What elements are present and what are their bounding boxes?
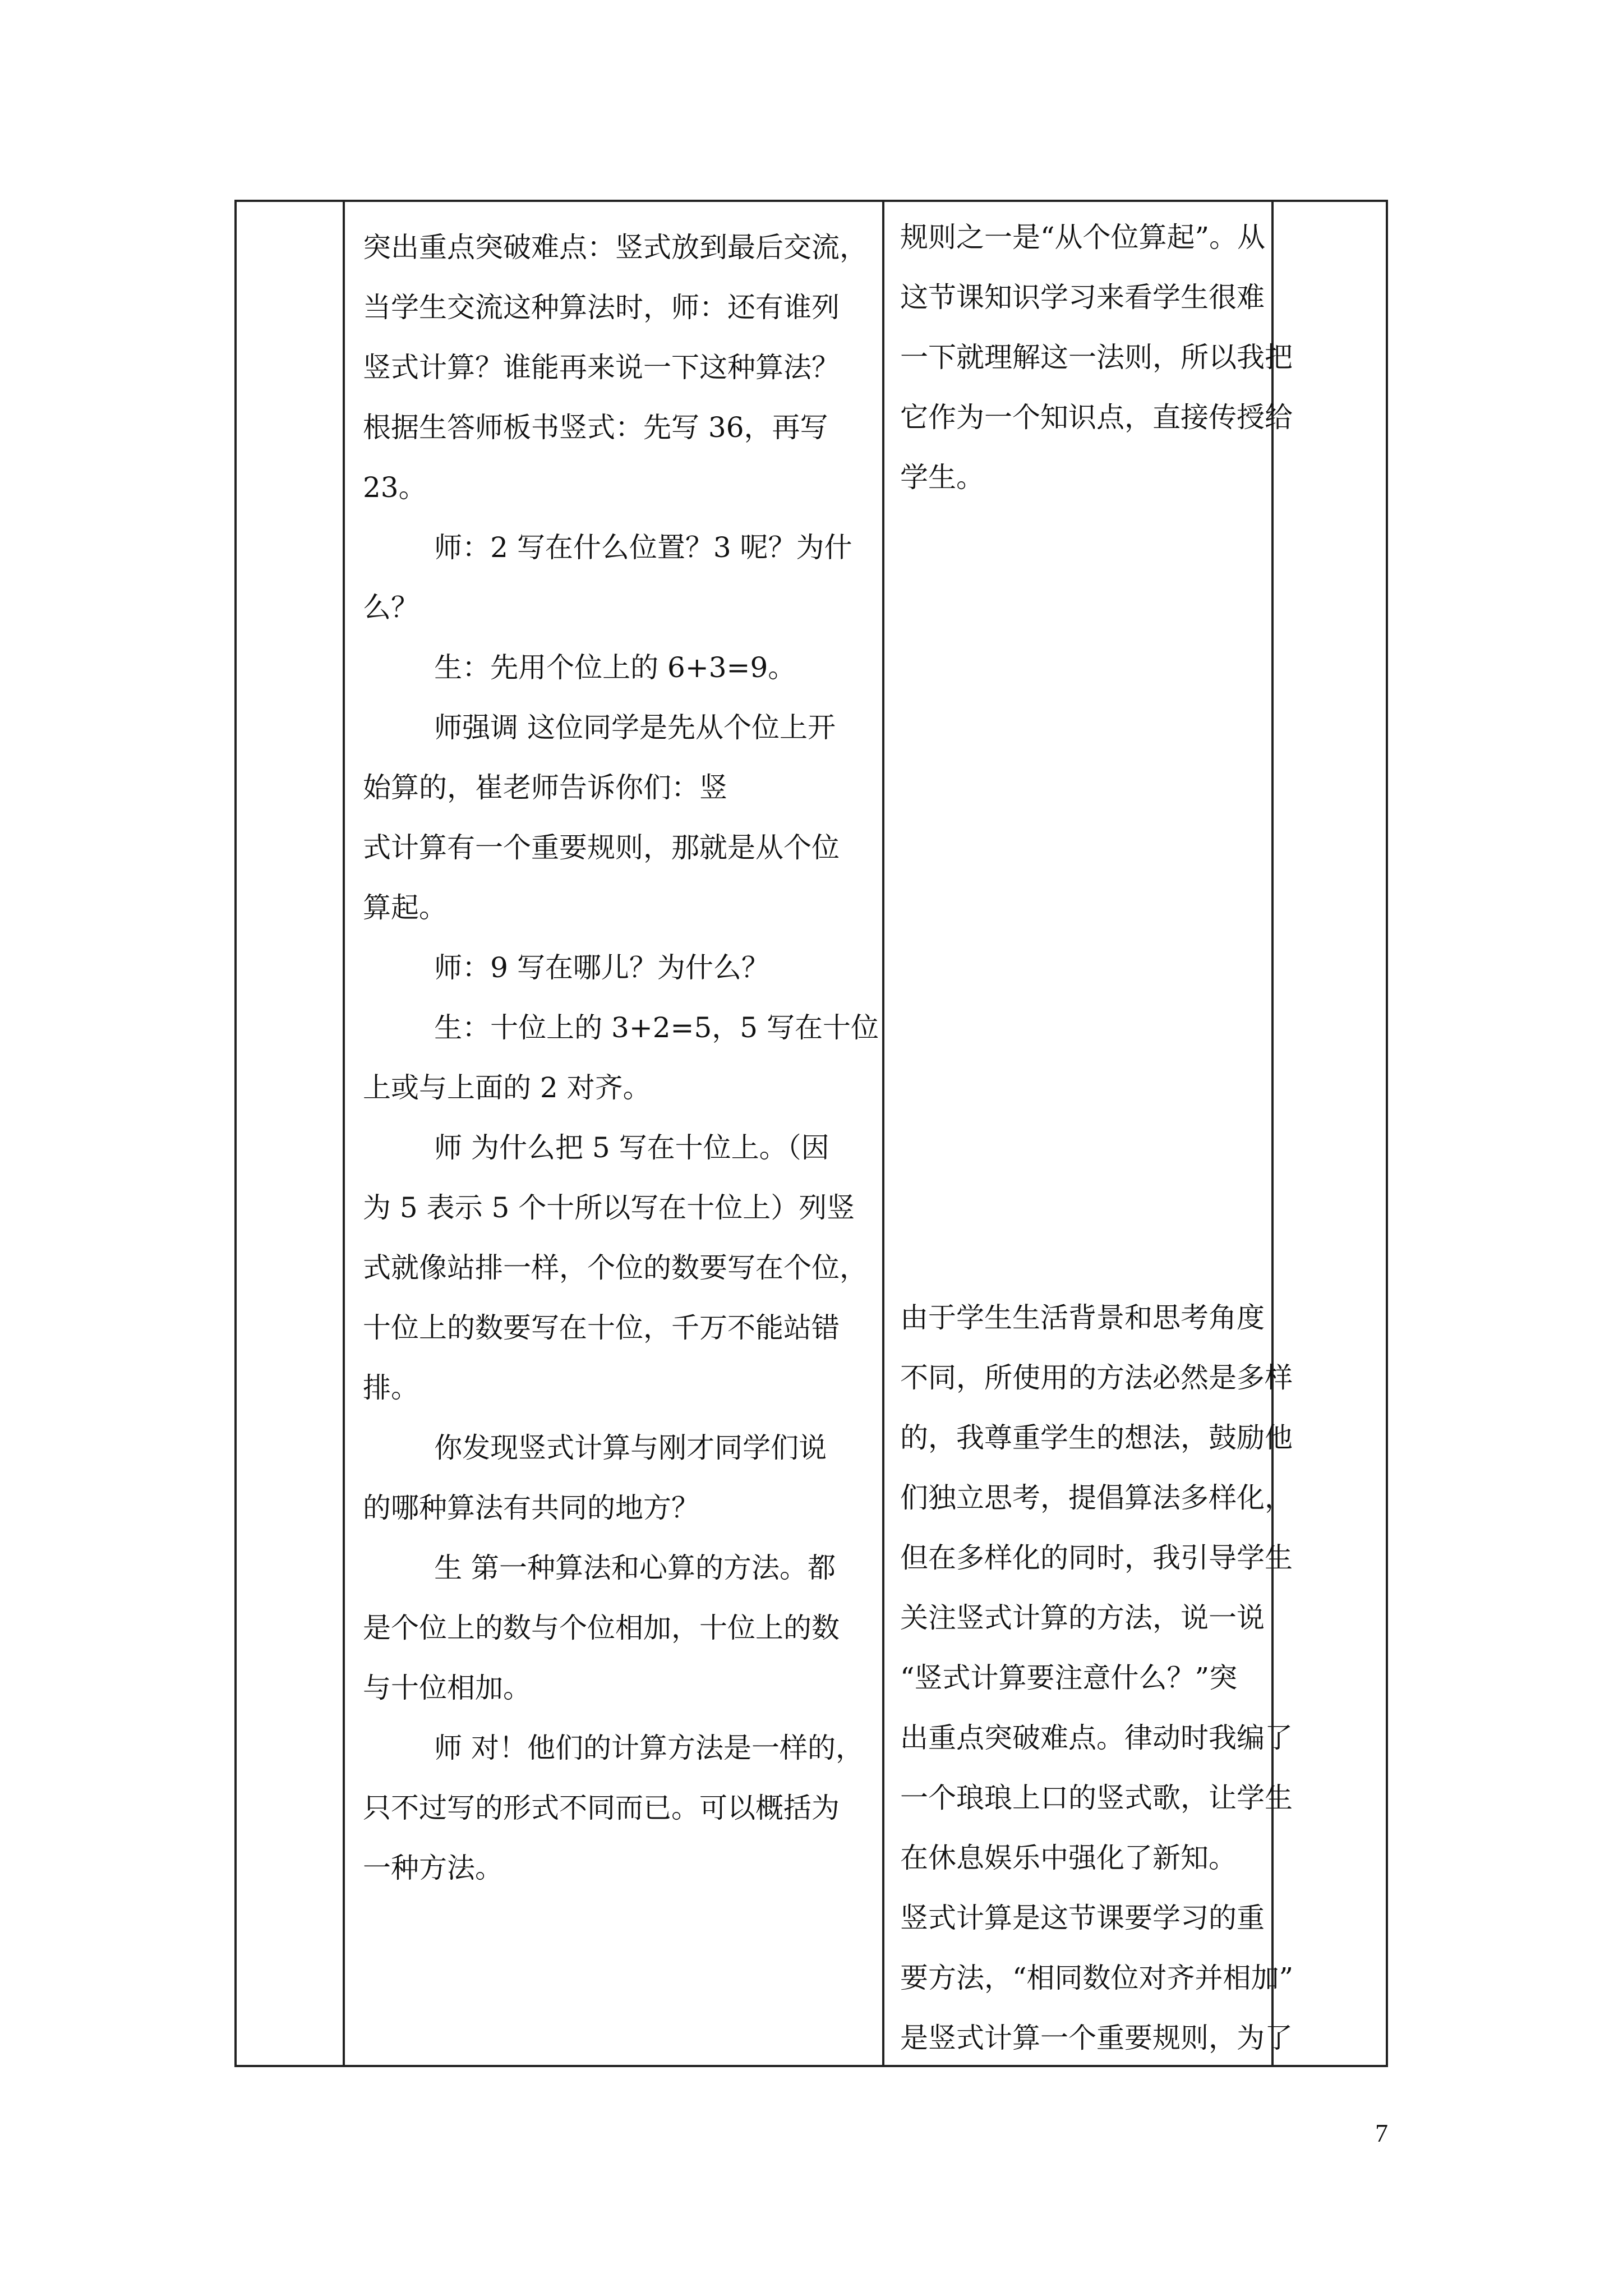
main-line: 十位上的数要写在十位，千万不能站错: [363, 1312, 840, 1344]
main-line: 是个位上的数与个位相加，十位上的数: [363, 1612, 840, 1644]
main-line: 生 第一种算法和心算的方法。都: [363, 1552, 836, 1584]
main-line: 师：9 写在哪儿？为什么？: [363, 951, 769, 984]
column-divider-1: [343, 202, 345, 2065]
main-line: 突出重点突破难点：竖式放到最后交流，: [363, 231, 868, 264]
note-line: 一个琅琅上口的竖式歌，让学生: [900, 1782, 1293, 1814]
main-line: 算起。: [363, 891, 447, 924]
main-line: 生：十位上的 3+2=5，5 写在十位: [363, 1011, 879, 1044]
note-line: 要方法，“相同数位对齐并相加”: [900, 1962, 1294, 1994]
main-line: 生：先用个位上的 6+3=9。: [363, 651, 796, 684]
note-line: 在休息娱乐中强化了新知。: [900, 1842, 1237, 1874]
main-line: 与十位相加。: [363, 1672, 531, 1704]
main-line: 23。: [363, 471, 427, 504]
main-line: 师 对！他们的计算方法是一样的，: [363, 1732, 864, 1764]
note-line: 规则之一是“从个位算起”。从: [900, 221, 1266, 254]
note-line: 们独立思考，提倡算法多样化，: [900, 1481, 1293, 1514]
main-line: 么？: [363, 591, 419, 624]
main-line: 一种方法。: [363, 1852, 503, 1884]
note-line: 关注竖式计算的方法，说一说: [900, 1602, 1265, 1634]
main-line: 师 为什么把 5 写在十位上。（因: [363, 1131, 829, 1164]
main-line: 式就像站排一样，个位的数要写在个位，: [363, 1251, 868, 1284]
main-line: 为 5 表示 5 个十所以写在十位上）列竖: [363, 1191, 855, 1224]
note-line: 但在多样化的同时，我引导学生: [900, 1542, 1293, 1574]
main-line: 师：2 写在什么位置？3 呢？为什: [363, 531, 852, 564]
note-line: 它作为一个知识点，直接传授给: [900, 401, 1293, 434]
main-line: 排。: [363, 1372, 419, 1404]
main-line: 竖式计算？谁能再来说一下这种算法？: [363, 351, 840, 384]
note-line: 竖式计算是这节课要学习的重: [900, 1902, 1265, 1934]
note-line: “竖式计算要注意什么？”突: [900, 1662, 1238, 1694]
note-line: 这节课知识学习来看学生很难: [900, 281, 1265, 314]
design-intent-column: [886, 202, 1294, 2065]
main-line: 始算的，崔老师告诉你们：竖: [363, 771, 727, 804]
lesson-table: [234, 200, 1388, 2067]
note-line: 是竖式计算一个重要规则，为了: [900, 2022, 1293, 2054]
main-line: 上或与上面的 2 对齐。: [363, 1071, 651, 1104]
note-line: 一下就理解这一法则，所以我把: [900, 341, 1293, 374]
teaching-process-column: [346, 202, 884, 2065]
main-line: 的哪种算法有共同的地方？: [363, 1492, 699, 1524]
main-line: 只不过写的形式不同而已。可以概括为: [363, 1792, 840, 1824]
note-line: 出重点突破难点。律动时我编了: [900, 1722, 1293, 1754]
note-line: 由于学生生活背景和思考角度: [900, 1301, 1265, 1334]
page-number: 7: [1375, 2119, 1388, 2147]
note-line: 不同，所使用的方法必然是多样: [900, 1361, 1293, 1394]
main-line: 当学生交流这种算法时，师：还有谁列: [363, 291, 840, 324]
main-line: 师强调 这位同学是先从个位上开: [363, 711, 836, 744]
main-line: 根据生答师板书竖式：先写 36，再写: [363, 411, 828, 444]
main-line: 你发现竖式计算与刚才同学们说: [363, 1432, 827, 1464]
note-line: 的，我尊重学生的想法，鼓励他: [900, 1421, 1293, 1454]
main-line: 式计算有一个重要规则，那就是从个位: [363, 831, 840, 864]
note-spacer: [900, 508, 1272, 1288]
note-line: 学生。: [900, 461, 984, 494]
